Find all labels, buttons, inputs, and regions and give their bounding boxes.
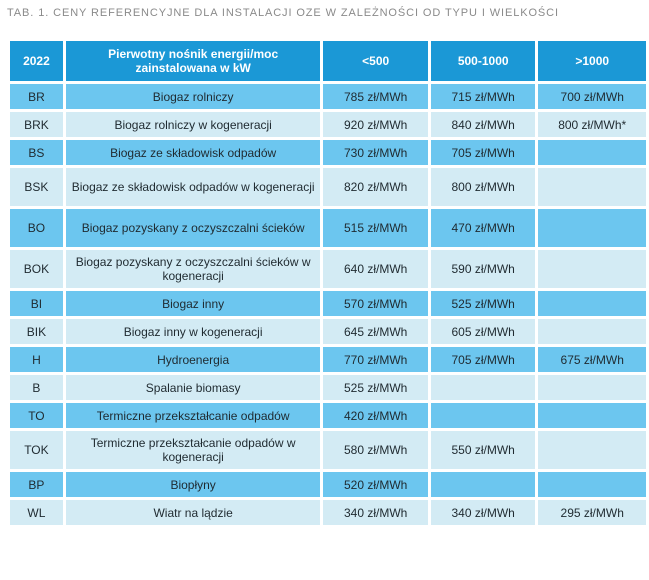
row-price-lt500: 820 zł/MWh xyxy=(323,168,428,206)
row-code: BSK xyxy=(10,168,63,206)
header-gt1000: >1000 xyxy=(538,41,646,81)
row-source: Spalanie biomasy xyxy=(66,375,321,400)
row-price-500-1000: 525 zł/MWh xyxy=(431,291,536,316)
row-price-500-1000: 590 zł/MWh xyxy=(431,250,536,288)
row-price-gt1000 xyxy=(538,375,646,400)
table-row xyxy=(10,319,646,344)
row-price-500-1000 xyxy=(431,375,536,400)
header-row xyxy=(10,41,646,81)
row-price-lt500: 515 zł/MWh xyxy=(323,209,428,247)
row-source: Biogaz ze składowisk odpadów w kogeneracji xyxy=(66,168,321,206)
row-code: BS xyxy=(10,140,63,165)
row-source: Biogaz pozyskany z oczyszczalni ścieków xyxy=(66,209,321,247)
row-price-gt1000 xyxy=(538,250,646,288)
table-row xyxy=(10,375,646,400)
row-price-gt1000 xyxy=(538,403,646,428)
row-code: BI xyxy=(10,291,63,316)
header-source: Pierwotny nośnik energii/moc zainstalowana w kW xyxy=(66,41,321,81)
row-price-gt1000 xyxy=(538,472,646,497)
row-price-500-1000: 470 zł/MWh xyxy=(431,209,536,247)
row-source: Biogaz ze składowisk odpadów xyxy=(66,140,321,165)
row-source: Biopłyny xyxy=(66,472,321,497)
row-price-lt500: 525 zł/MWh xyxy=(323,375,428,400)
row-price-lt500: 570 zł/MWh xyxy=(323,291,428,316)
row-price-gt1000: 800 zł/MWh* xyxy=(538,112,646,137)
row-source: Termiczne przekształcanie odpadów xyxy=(66,403,321,428)
row-source: Biogaz rolniczy xyxy=(66,84,321,109)
row-code: BO xyxy=(10,209,63,247)
row-price-500-1000: 605 zł/MWh xyxy=(431,319,536,344)
row-price-lt500: 770 zł/MWh xyxy=(323,347,428,372)
row-code: B xyxy=(10,375,63,400)
row-price-lt500: 640 zł/MWh xyxy=(323,250,428,288)
row-price-gt1000 xyxy=(538,140,646,165)
row-price-gt1000: 675 zł/MWh xyxy=(538,347,646,372)
row-price-lt500: 730 zł/MWh xyxy=(323,140,428,165)
row-price-lt500: 645 zł/MWh xyxy=(323,319,428,344)
table-row xyxy=(10,209,646,247)
row-price-500-1000: 550 zł/MWh xyxy=(431,431,536,469)
row-price-lt500: 580 zł/MWh xyxy=(323,431,428,469)
header-year: 2022 xyxy=(10,41,63,81)
table-row xyxy=(10,472,646,497)
row-source: Biogaz inny w kogeneracji xyxy=(66,319,321,344)
row-source: Biogaz rolniczy w kogeneracji xyxy=(66,112,321,137)
row-code: TOK xyxy=(10,431,63,469)
row-price-gt1000 xyxy=(538,291,646,316)
row-price-gt1000 xyxy=(538,319,646,344)
row-price-500-1000: 705 zł/MWh xyxy=(431,347,536,372)
row-source: Biogaz pozyskany z oczyszczalni ścieków w kogeneracji xyxy=(66,250,321,288)
row-source: Termiczne przekształcanie odpadów w kogeneracji xyxy=(66,431,321,469)
row-price-lt500: 785 zł/MWh xyxy=(323,84,428,109)
row-price-gt1000 xyxy=(538,209,646,247)
table-row xyxy=(10,431,646,469)
row-price-500-1000: 800 zł/MWh xyxy=(431,168,536,206)
row-price-lt500: 420 zł/MWh xyxy=(323,403,428,428)
row-source: Biogaz inny xyxy=(66,291,321,316)
row-price-500-1000: 340 zł/MWh xyxy=(431,500,536,525)
row-price-lt500: 520 zł/MWh xyxy=(323,472,428,497)
row-code: H xyxy=(10,347,63,372)
row-price-500-1000: 705 zł/MWh xyxy=(431,140,536,165)
row-source: Wiatr na lądzie xyxy=(66,500,321,525)
header-500-1000: 500-1000 xyxy=(431,41,536,81)
row-code: BOK xyxy=(10,250,63,288)
table-row xyxy=(10,84,646,109)
row-code: BR xyxy=(10,84,63,109)
row-price-gt1000: 700 zł/MWh xyxy=(538,84,646,109)
row-code: BP xyxy=(10,472,63,497)
reference-price-table xyxy=(7,38,649,528)
table-row xyxy=(10,112,646,137)
row-price-lt500: 920 zł/MWh xyxy=(323,112,428,137)
row-price-gt1000: 295 zł/MWh xyxy=(538,500,646,525)
row-code: WL xyxy=(10,500,63,525)
row-price-gt1000 xyxy=(538,431,646,469)
row-price-500-1000: 840 zł/MWh xyxy=(431,112,536,137)
row-price-500-1000: 715 zł/MWh xyxy=(431,84,536,109)
row-source: Hydroenergia xyxy=(66,347,321,372)
table-row xyxy=(10,500,646,525)
table-row xyxy=(10,347,646,372)
table-row xyxy=(10,250,646,288)
row-price-lt500: 340 zł/MWh xyxy=(323,500,428,525)
table-row xyxy=(10,168,646,206)
table-row xyxy=(10,403,646,428)
row-price-500-1000 xyxy=(431,403,536,428)
header-lt500: <500 xyxy=(323,41,428,81)
row-code: TO xyxy=(10,403,63,428)
table-row xyxy=(10,140,646,165)
table-row xyxy=(10,291,646,316)
table-caption: TAB. 1. CENY REFERENCYJNE DLA INSTALACJI OZE W ZALEŻNOŚCI OD TYPU I WIELKOŚCI xyxy=(7,7,559,19)
row-price-gt1000 xyxy=(538,168,646,206)
row-code: BIK xyxy=(10,319,63,344)
row-price-500-1000 xyxy=(431,472,536,497)
row-code: BRK xyxy=(10,112,63,137)
